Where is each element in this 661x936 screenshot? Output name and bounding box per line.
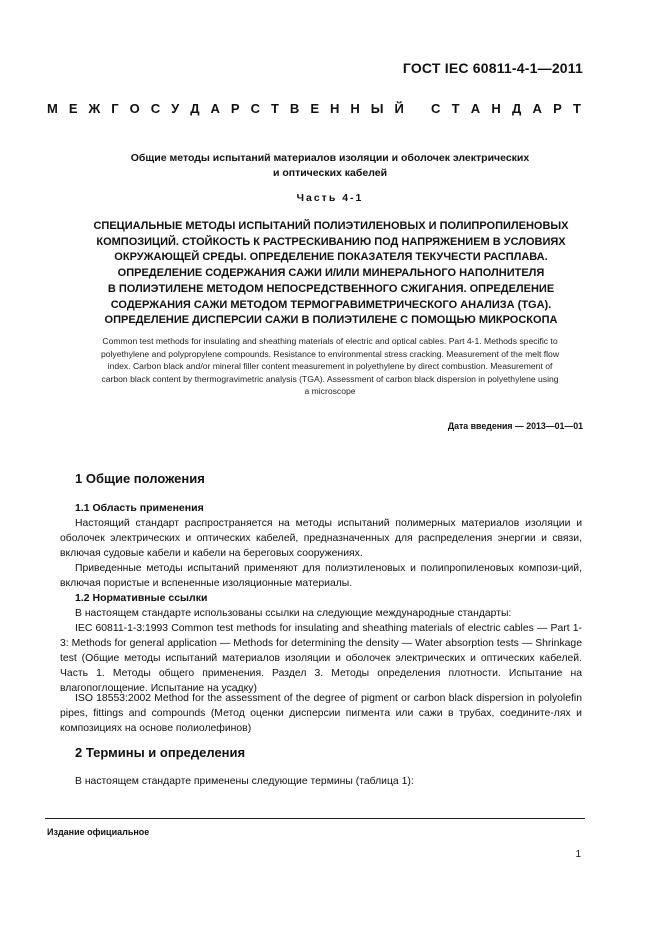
english-title bbox=[44, 335, 616, 398]
paragraph-scope-methods: Приведенные методы испытаний применяют для полиэтиленовых и полипропиленовых компози-ций, включая пористые и вспененные изоляционные материалы. bbox=[60, 563, 582, 589]
heading-letter: Т bbox=[572, 101, 581, 116]
heading-letter: Д bbox=[190, 101, 200, 116]
heading-letter: О bbox=[129, 101, 140, 116]
interstate-word bbox=[47, 101, 404, 116]
heading-letter: Г bbox=[111, 101, 119, 116]
subtitle-line: КОМПОЗИЦИЙ. СТОЙКОСТЬ К РАСТРЕСКИВАНИЮ ПОД НАПРЯЖЕНИЕМ В УСЛОВИЯХ bbox=[96, 235, 566, 248]
heading-letter: Й bbox=[394, 101, 404, 116]
subtitle-line: ОПРЕДЕЛЕНИЕ СОДЕРЖАНИЯ САЖИ И/ИЛИ МИНЕРАЛЬНОГО НАПОЛНИТЕЛЯ bbox=[117, 267, 545, 280]
heading-letter: Н bbox=[350, 101, 360, 116]
gost-number: ГОСТ IEC 60811-4-1—2011 bbox=[402, 60, 583, 76]
subsection-1-1-heading: 1.1 Область применения bbox=[75, 502, 204, 514]
subtitle-line: ОКРУЖАЮЩЕЙ СРЕДЫ. ОПРЕДЕЛЕНИЕ ПОКАЗАТЕЛЯ ТЕКУЧЕСТИ РАСПЛАВА. bbox=[114, 251, 548, 264]
subtitle-line: ОПРЕДЕЛЕНИЕ ДИСПЕРСИИ САЖИ В ПОЛИЭТИЛЕНЕ С ПОМОЩЬЮ МИКРОСКОПА bbox=[104, 314, 558, 327]
heading-letter: Ж bbox=[88, 101, 101, 116]
subsection-1-2-heading: 1.2 Нормативные ссылки bbox=[75, 592, 208, 604]
document-title bbox=[60, 151, 600, 181]
heading-letter: С bbox=[250, 101, 260, 116]
official-edition-label: Издание официальное bbox=[47, 827, 150, 837]
title-line-2: и оптических кабелей bbox=[272, 167, 388, 179]
english-title-line: index. Carbon black and/or mineral filler content measurement in polyethylene by direct combustion. Measurement of bbox=[107, 361, 553, 371]
subtitle-line: СОДЕРЖАНИЯ САЖИ МЕТОДОМ ТЕРМОГРАВИМЕТРИЧЕСКОГО АНАЛИЗА (TGA). bbox=[110, 298, 552, 311]
heading-letter: Т bbox=[451, 101, 460, 116]
standard-word bbox=[431, 101, 581, 116]
heading-letter: Н bbox=[491, 101, 501, 116]
section-2-heading: 2 Термины и определения bbox=[75, 745, 246, 760]
subtitle-line: В ПОЛИЭТИЛЕНЕ МЕТОДОМ НЕПОСРЕДСТВЕННОГО СЖИГАНИЯ. ОПРЕДЕЛЕНИЕ bbox=[107, 282, 555, 295]
english-title-line: Common test methods for insulating and sheathing materials of electric and optical cables. Part 4-1. Methods specific to bbox=[102, 336, 558, 346]
heading-letter: Н bbox=[329, 101, 340, 116]
english-title-line: polyethylene and polypropylene compounds. Resistance to environmental stress cracking. Measurement of the melt flow bbox=[100, 348, 560, 359]
heading-letter: А bbox=[210, 101, 220, 116]
heading-letter: Т bbox=[270, 101, 279, 116]
heading-letter: Ы bbox=[370, 101, 384, 116]
paragraph-terms: В настоящем стандарте применены следующие термины (таблица 1): bbox=[75, 776, 414, 787]
introduction-date: Дата введения — 2013—01—01 bbox=[447, 421, 583, 431]
document-subtitle bbox=[58, 219, 604, 329]
heading-letter: А bbox=[470, 101, 481, 116]
footer-divider bbox=[45, 818, 585, 819]
subtitle-line: СПЕЦИАЛЬНЫЕ МЕТОДЫ ИСПЫТАНИЙ ПОЛИЭТИЛЕНОВЫХ И ПОЛИПРОПИЛЕНОВЫХ bbox=[93, 220, 569, 232]
reference-iec-60811-1-3: IEC 60811-1-3:1993 Common test methods for insulating and sheathing materials of electric cables — Part 1-3: Methods for general application — Methods for determining the density — Water absorption tests — Shrinkage test (Общие методы испытаний материалов изоляции и оболочек электрических и оптических кабелей. Часть 1. Методы общего применения. Раздел 3. Методы определения плотности. Испытание на влагопоглощение. Испытание на усадку) bbox=[60, 623, 582, 694]
heading-letter: Д bbox=[512, 101, 522, 116]
page-number: 1 bbox=[575, 849, 581, 860]
title-line-1: Общие методы испытаний материалов изоляции и оболочек электрических bbox=[130, 152, 530, 164]
heading-letter: Е bbox=[310, 101, 319, 116]
english-title-line: a microscope bbox=[304, 386, 356, 396]
reference-iso-18553: ISO 18553:2002 Method for the assessment of the degree of pigment or carbon black dispersion in polyolefin pipes, fittings and compounds (Метод оценки дисперсии пигмента или сажи в трубах, соедините-лях и композициях на основе полиолефинов) bbox=[60, 693, 582, 734]
heading-letter: Р bbox=[230, 101, 240, 116]
heading-letter: Р bbox=[553, 101, 562, 116]
part-label: Часть 4-1 bbox=[296, 192, 364, 204]
paragraph-scope: Настоящий стандарт распространяется на методы испытаний полимерных материалов изоляции и оболочек электрических и оптических кабелей, предназначенных для распределения энергии и связи, включая судовые кабели и кабели на береговых сооружениях. bbox=[60, 518, 582, 559]
heading-letter: Е bbox=[68, 101, 78, 116]
heading-letter: С bbox=[150, 101, 161, 116]
interstate-standard-heading bbox=[47, 101, 581, 116]
english-title-line: carbon black content by thermogravimetric analysis (TGA). Assessment of carbon black dispersion in polyethylene using bbox=[101, 373, 559, 384]
heading-letter: А bbox=[532, 101, 542, 116]
heading-letter: С bbox=[431, 101, 441, 116]
paragraph-references-intro: В настоящем стандарте использованы ссылки на следующие международные стандарты: bbox=[75, 608, 512, 619]
heading-letter: У bbox=[171, 101, 180, 116]
heading-letter: М bbox=[47, 101, 58, 116]
heading-letter: В bbox=[289, 101, 300, 116]
section-1-heading: 1 Общие положения bbox=[75, 471, 205, 486]
